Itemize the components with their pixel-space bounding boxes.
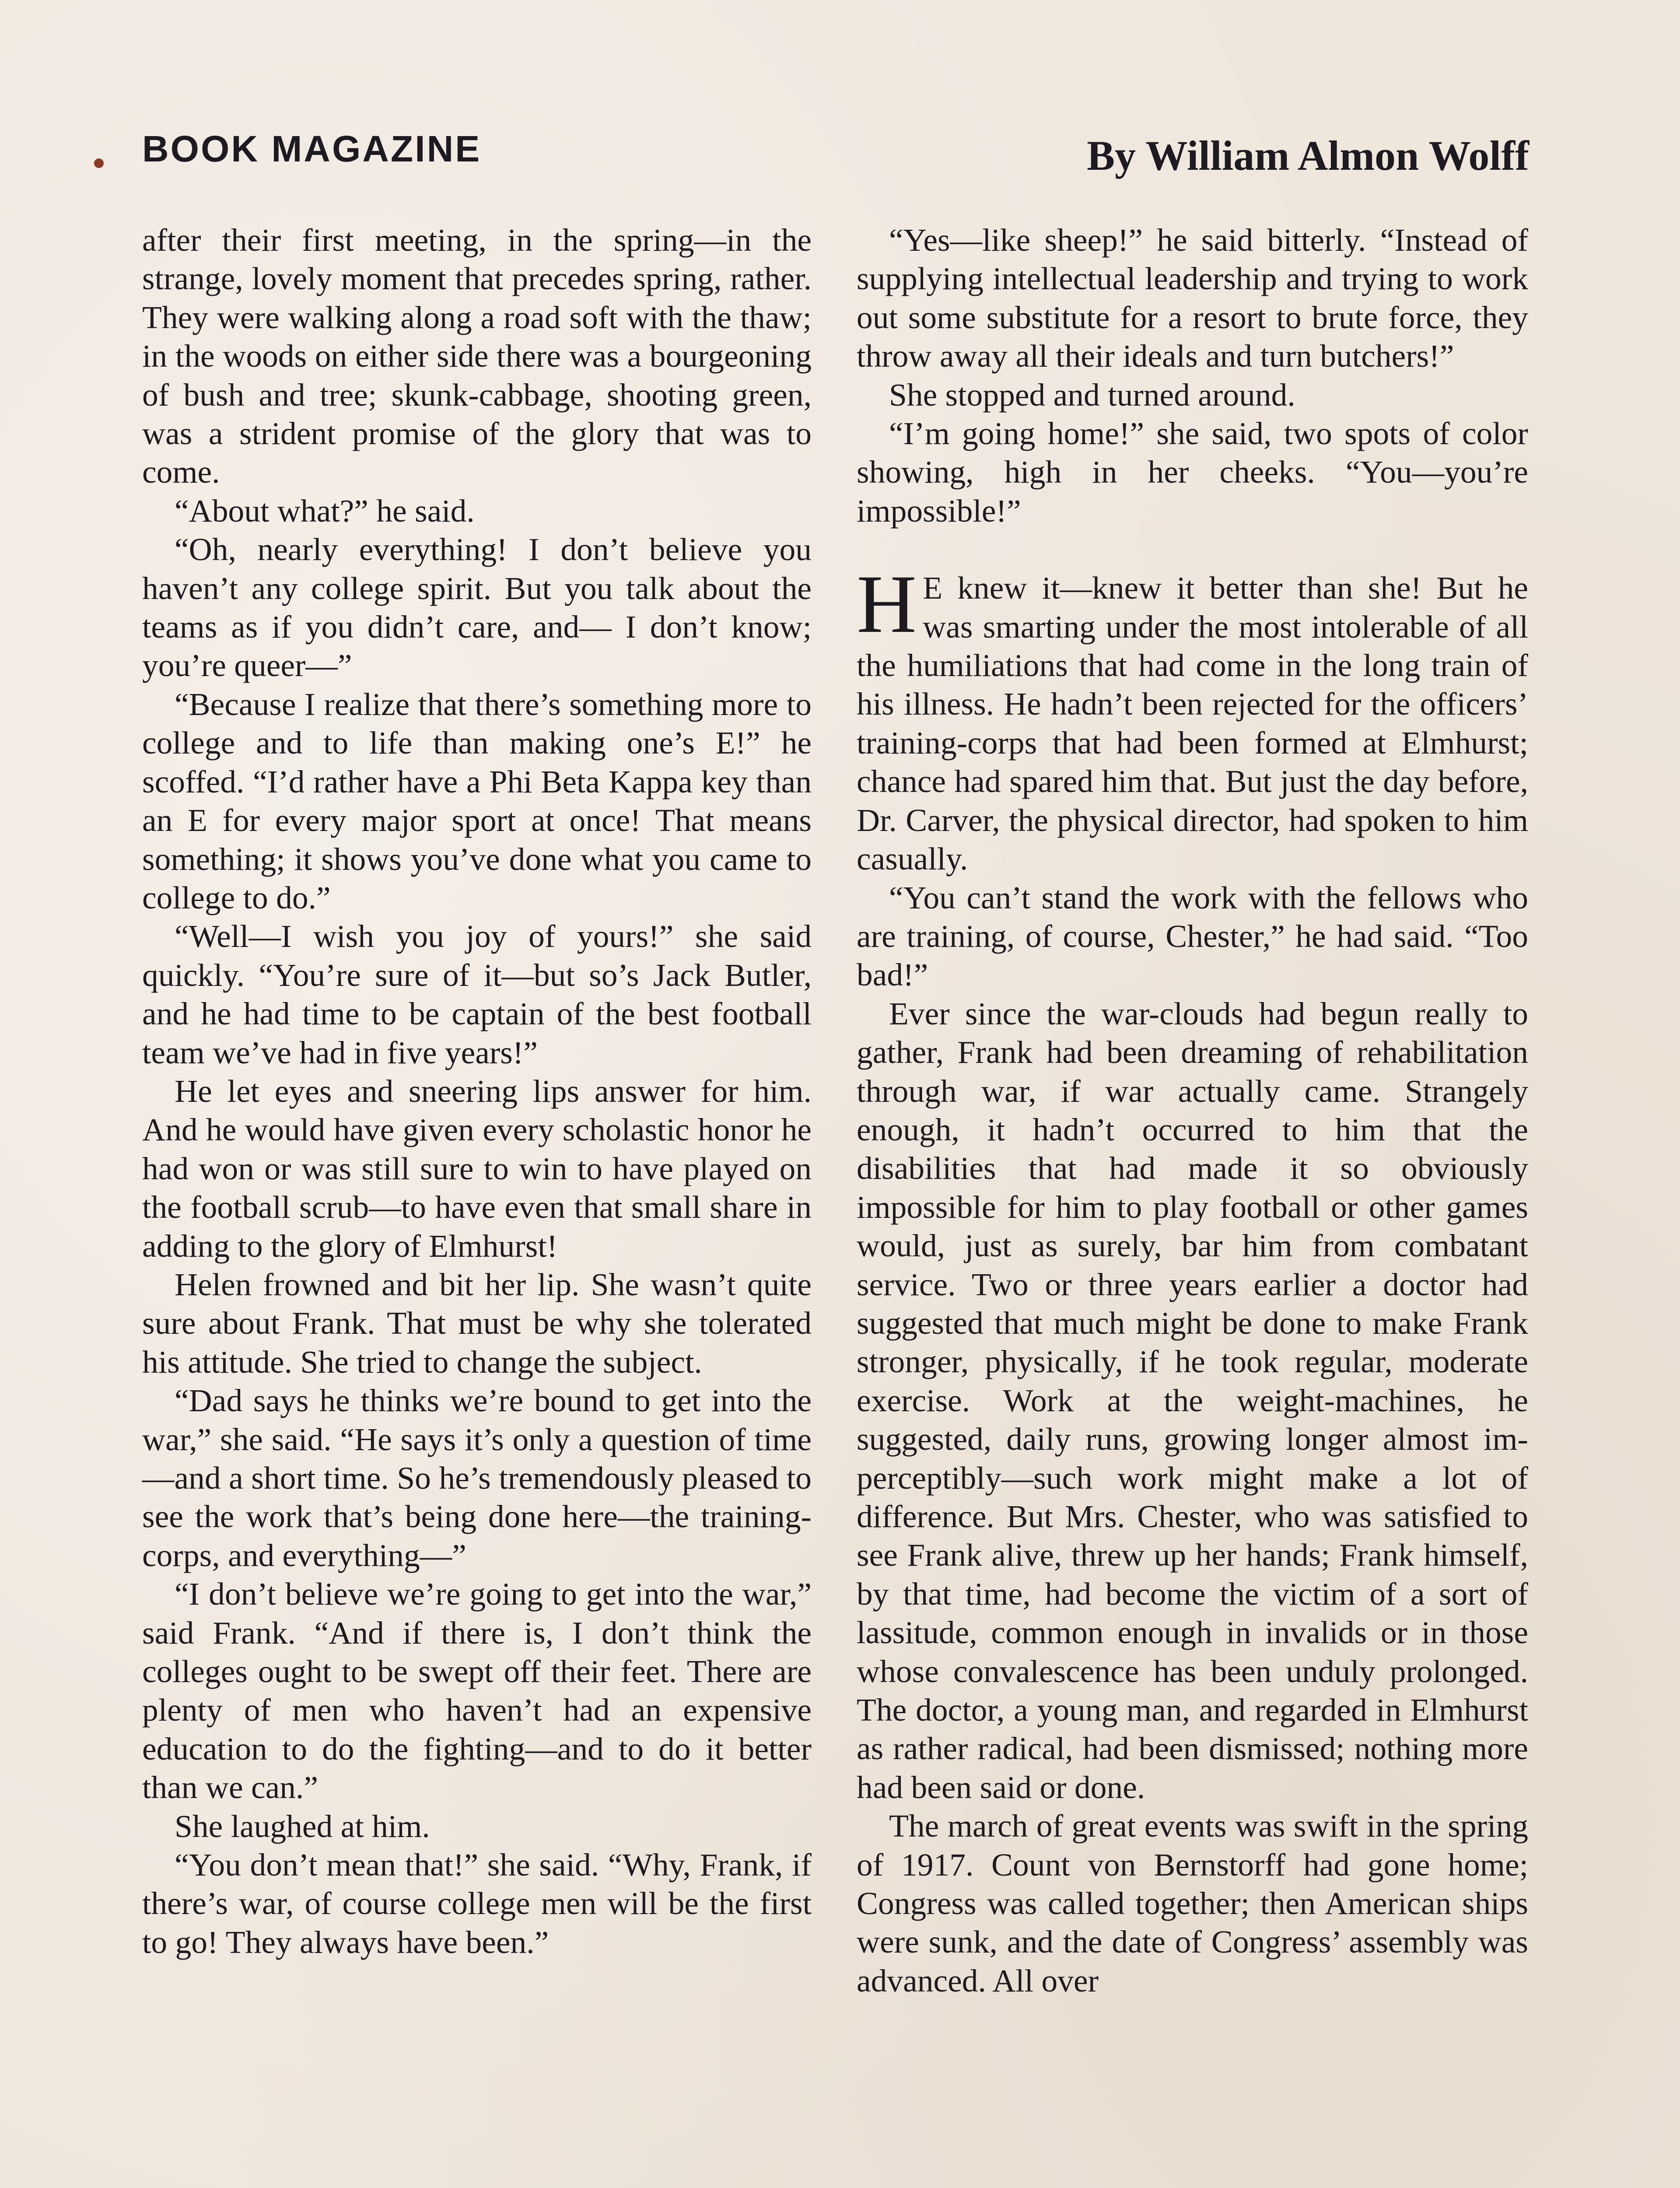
running-head-title: BOOK MAGAZINE	[142, 128, 482, 169]
paragraph: Ever since the war-clouds had begun really to gather, Frank had been dreaming of rehabilitation through war, if war actually came. Strangely enough, it hadn’t occurred to him that the disabilities that had made it so obviously impossible for him to play football or other games would, just as surely, bar him from combatant service. Two or three years earlier a doctor had suggested that much might be done to make Frank stronger, physically, if he took regular, moderate exercise. Work at the weight-machines, he suggested, daily runs, growing longer almost imperceptibly—such work might make a lot of difference. But Mrs. Chester, who was satisfied to see Frank alive, threw up her hands; Frank himself, by that time, had become the victim of a sort of lassitude, common enough in invalids or in those whose convalescence has been unduly prolonged. The doctor, a young man, and regarded in Elmhurst as rather radical, had been dismissed; nothing more had been said or done.	[857, 996, 1528, 1805]
paragraph: after their first meeting, in the spring—in the strange, lovely moment that precedes spring, rather. They were walking along a road soft with the thaw; in the woods on either side there was a bourgeoning of bush and tree; skunk-cabbage, shooting green, was a strident promise of the glory that was to come.	[142, 222, 812, 490]
paragraph: “Because I realize that there’s something more to college and to life than making one’s E!” he scoffed. “I’d rather have a Phi Beta Kappa key than an E for every major sport at once! That means something; it shows you’ve done what you came to college to do.”	[142, 686, 812, 915]
paragraph: She stopped and turned around.	[889, 377, 1295, 413]
paragraph: “You can’t stand the work with the fellows who are training, of course, Chester,” he had said. “Too bad!”	[857, 880, 1528, 993]
paragraph: “Oh, nearly everything! I don’t believe you haven’t any college spirit. But you talk about the teams as if you didn’t care, and— I don’t know; you’re queer—”	[142, 532, 812, 684]
text-column-right	[857, 221, 1528, 2000]
paragraph-text: E knew it—knew it better than she! But he was smarting under the most intolerable of all the humiliations that had come in the long train of his illness. He hadn’t been rejected for the officers’ training-corps that had been formed at Elmhurst; chance had spared him that. But just the day before, Dr. Carver, the physical director, had spoken to him casually.	[857, 570, 1528, 877]
paragraph: He let eyes and sneering lips answer for him. And he would have given every scholastic honor he had won or was still sure to win to have played on the football scrub—to have even that small share in adding to the glory of Elmhurst!	[142, 1073, 812, 1264]
paragraph: “Well—I wish you joy of yours!” she said quickly. “You’re sure of it—but so’s Jack Butler, and he had time to be captain of the best football team we’ve had in five years!”	[142, 919, 812, 1070]
drop-cap: H	[857, 558, 917, 651]
paragraph: She laughed at him.	[175, 1808, 430, 1844]
paragraph: Helen frowned and bit her lip. She wasn’t quite sure about Frank. That must be why she tolerated his attitude. She tried to change the subject.	[142, 1266, 812, 1380]
paragraph: “I’m going home!” she said, two spots of color showing, high in her cheeks. “You—you’re impossible!”	[857, 416, 1528, 529]
text-column-left	[142, 221, 812, 1962]
paragraph: “I don’t believe we’re going to get into the war,” said Frank. “And if there is, I don’t think the colleges ought to be swept off their feet. There are plenty of men who haven’t had an expensive education to do the fighting—and to do it better than we can.”	[142, 1576, 812, 1806]
section-opening-paragraph	[857, 558, 1528, 878]
header-bullet	[94, 158, 104, 168]
running-head-author: By William Almon Wolff	[1087, 132, 1529, 179]
paragraph: “About what?” he said.	[175, 493, 475, 529]
paragraph: “You don’t mean that!” she said. “Why, Frank, if there’s war, of course college men will be the first to go! They always have been.”	[142, 1847, 812, 1960]
paragraph: “Dad says he thinks we’re bound to get into the war,” she said. “He says it’s only a question of time—and a short time. So he’s tremendously pleased to see the work that’s being done here—the training-corps, and everything—”	[142, 1383, 812, 1573]
paragraph: The march of great events was swift in the spring of 1917. Count von Bernstorff had gone home; Congress was called together; then American ships were sunk, and the date of Congress’ assembly was advanced. All over	[857, 1808, 1528, 1999]
paragraph: “Yes—like sheep!” he said bitterly. “Instead of supplying intellectual leadership and trying to work out some substitute for a resort to brute force, they throw away all their ideals and turn butchers!”	[857, 222, 1528, 374]
